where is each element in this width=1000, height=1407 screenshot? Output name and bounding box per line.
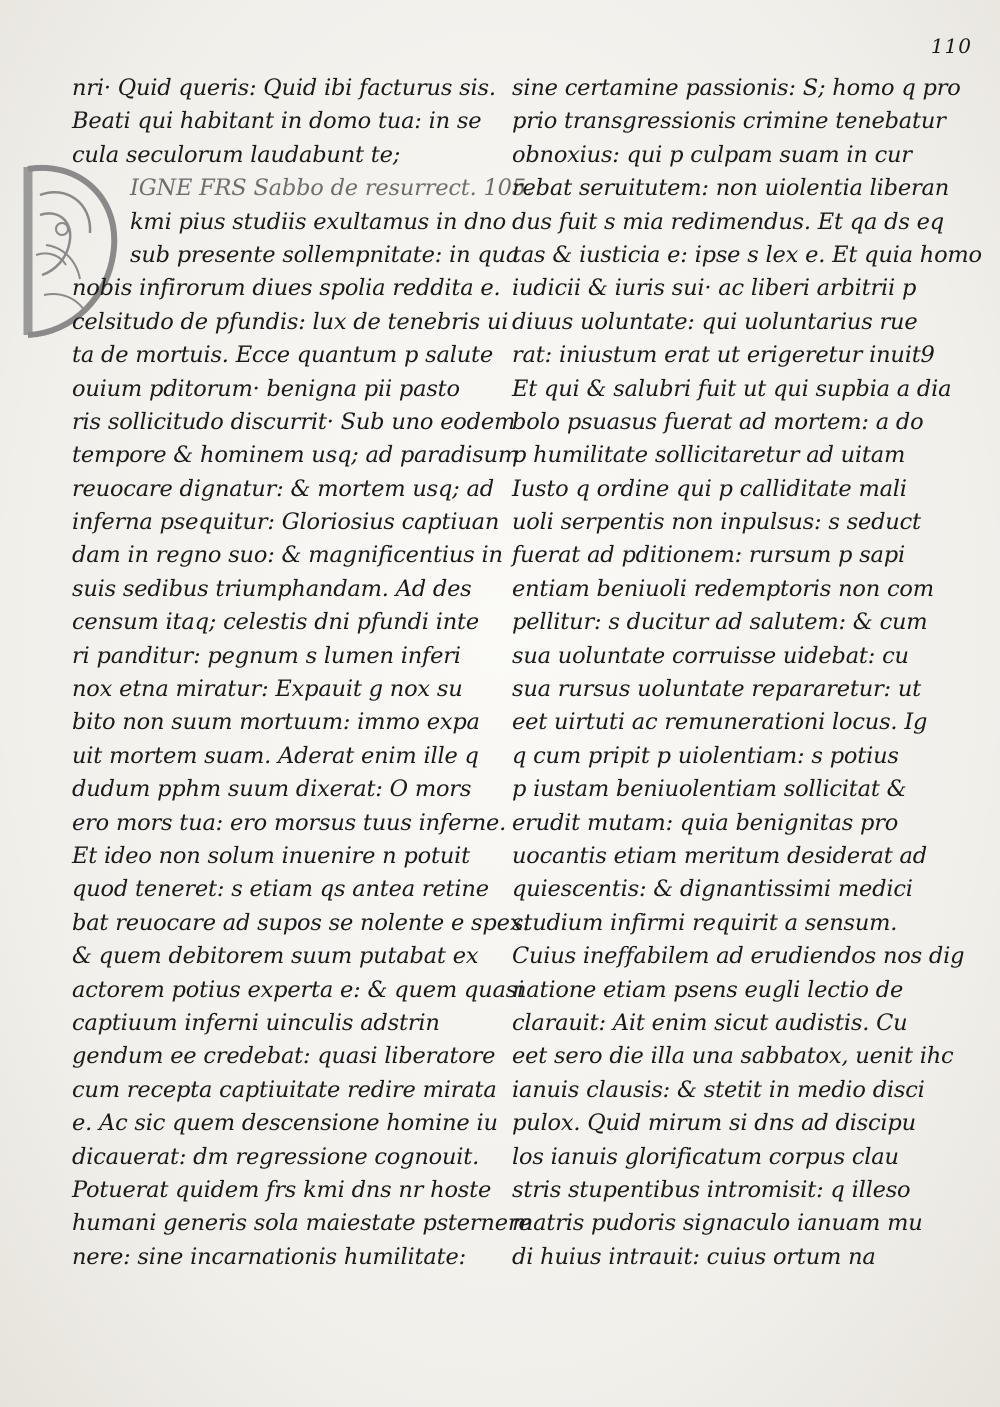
text-line: clarauit: Ait enim sicut audistis. Cu [512,1009,908,1036]
text-line: diuus uoluntate: qui uoluntarius rue [512,308,918,335]
text-line: dus fuit s mia redimendus. Et qa ds eq [512,208,944,235]
text-line: humani generis sola maiestate psternere [72,1210,532,1237]
text-line: obnoxius: qui p culpam suam in cur [512,141,912,168]
text-line: Beati qui habitant in domo tua: in se [72,108,482,135]
text-line: erudit mutam: quia benignitas pro [512,809,899,836]
text-line: ouium pditorum· benigna pii pasto [72,375,460,402]
text-line: inferna psequitur: Gloriosius captiuan [72,509,500,536]
rubric-heading: IGNE FRS Sabbo de resurrect. 105. [130,175,533,202]
text-line: nox etna miratur: Expauit g nox su [72,676,463,703]
text-line: nri· Quid queris: Quid ibi facturus sis. [72,75,496,101]
text-line: prio transgressionis crimine tenebatur [512,108,946,135]
text-line: entiam beniuoli redemptoris non com [512,575,934,602]
text-line: Potuerat quidem frs kmi dns nr hoste [72,1176,492,1203]
text-line: rebat seruitutem: non uiolentia liberan [512,175,950,202]
text-line: pellitur: s ducitur ad salutem: & cum [512,609,928,636]
text-line: p humilitate sollicitaretur ad uitam [512,442,906,469]
text-line: stris stupentibus intromisit: q illeso [512,1176,911,1203]
right-text-column [512,72,982,1274]
text-line: gendum ee credebat: quasi liberatore [72,1043,496,1070]
text-line: uocantis etiam meritum desiderat ad [512,842,927,869]
text-line: dicauerat: dm regressione cognouit. [72,1143,480,1170]
text-line: fuerat ad pditionem: rursum p sapi [512,542,905,569]
text-line: kmi pius studiis exultamus in dno [130,208,507,235]
text-line: ri panditur: pegnum s lumen inferi [72,642,461,669]
text-line: sub presente sollempnitate: in qua [130,241,520,268]
text-line: suis sedibus triumphandam. Ad des [72,575,472,602]
text-line: eet uirtuti ac remunerationi locus. Ig [512,709,928,736]
text-line: reuocare dignatur: & mortem usq; ad [72,475,494,502]
text-line: censum itaq; celestis dni pfundi inte [72,609,479,636]
text-line: rat: iniustum erat ut erigeretur inuit9 [512,342,935,369]
text-line: matris pudoris signaculo ianuam mu [512,1210,923,1237]
text-line: iudicii & iuris sui· ac liberi arbitrii p [512,275,917,302]
text-line: quiescentis: & dignantissimi medici [512,876,913,903]
text-line: sine certamine passionis: S; homo q pro [512,75,961,101]
text-line: sua uoluntate corruisse uidebat: cu [512,642,909,669]
text-line: ris sollicitudo discurrit· Sub uno eodem [72,408,516,435]
text-line: tempore & hominem usq; ad paradisum [72,442,520,469]
text-line: tas & iusticia e: ipse s lex e. Et quia homo [512,241,982,268]
text-line: Et ideo non solum inuenire n potuit [72,842,470,869]
text-line: q cum pripit p uiolentiam: s potius [512,742,899,769]
text-line: quod teneret: s etiam qs antea retine [72,876,489,903]
text-line: Et qui & salubri fuit ut qui supbia a dia [512,375,952,402]
text-line: eet sero die illa una sabbatox, uenit ihc [512,1043,954,1070]
folio-number: 110 [930,34,972,58]
text-line: bito non suum mortuum: immo expa [72,709,480,736]
text-line: nere: sine incarnationis humilitate: [72,1243,466,1270]
text-line: & quem debitorem suum putabat ex [72,943,479,970]
text-line: ero mors tua: ero morsus tuus inferne. [72,809,507,836]
text-line: natione etiam psens eugli lectio de [512,976,904,1003]
text-line: bat reuocare ad supos se nolente e spex. [72,909,530,936]
text-line: cum recepta captiuitate redire mirata [72,1076,497,1103]
text-line: los ianuis glorificatum corpus clau [512,1143,899,1170]
text-line: p iustam beniuolentiam sollicitat & [512,776,907,803]
text-line: Cuius ineffabilem ad erudiendos nos dig [512,943,965,970]
text-line: di huius intrauit: cuius ortum na [512,1243,876,1270]
text-line: sua rursus uoluntate repararetur: ut [512,676,922,703]
text-line: e. Ac sic quem descensione homine iu [72,1110,498,1137]
text-line: ianuis clausis: & stetit in medio disci [512,1076,925,1103]
text-line: captiuum inferni uinculis adstrin [72,1009,440,1036]
left-text-column [72,72,533,1274]
text-line: ta de mortuis. Ecce quantum p salute [72,342,493,369]
text-line: uoli serpentis non inpulsus: s seduct [512,509,921,536]
text-line: dam in regno suo: & magnificentius in [72,542,503,569]
text-line: cula seculorum laudabunt te; [72,141,401,168]
text-line: actorem potius experta e: & quem quasi [72,976,525,1003]
text-line: nobis infirorum diues spolia reddita e. [72,275,501,302]
text-line: studium infirmi requirit a sensum. [512,909,898,936]
text-line: dudum pphm suum dixerat: O mors [72,776,472,803]
text-line: uit mortem suam. Aderat enim ille q [72,742,479,769]
text-line: Iusto q ordine qui p calliditate mali [512,475,907,502]
text-line: bolo psuasus fuerat ad mortem: a do [512,408,924,435]
text-line: pulox. Quid mirum si dns ad discipu [512,1110,916,1137]
text-line: celsitudo de pfundis: lux de tenebris ui [72,308,509,335]
